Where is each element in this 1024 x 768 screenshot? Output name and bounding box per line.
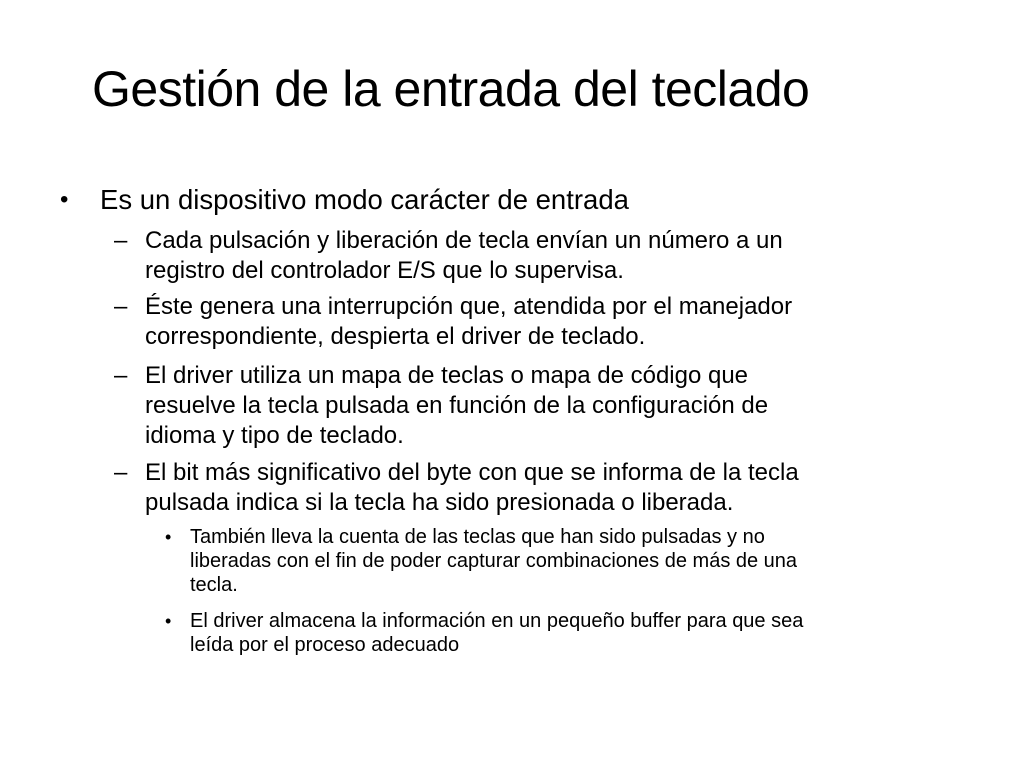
sub-bullet-marker: – <box>114 227 128 254</box>
sub-sub-bullet-marker: • <box>165 611 172 631</box>
bullet-text: Es un dispositivo modo carácter de entrada <box>100 184 629 215</box>
sub-sub-bullet-text: También lleva la cuenta de las teclas que han sido pulsadas y no <box>190 526 765 548</box>
sub-bullet-marker: – <box>114 293 128 320</box>
sub-sub-bullet-text: tecla. <box>190 574 238 596</box>
sub-bullet-text: idioma y tipo de teclado. <box>145 422 404 449</box>
sub-bullet-text: El driver utiliza un mapa de teclas o mapa de código que <box>145 362 749 389</box>
sub-bullet-marker: – <box>114 362 128 389</box>
sub-sub-bullet-text: liberadas con el fin de poder capturar combinaciones de más de una <box>190 550 798 572</box>
sub-bullet-text: El bit más significativo del byte con que se informa de la tecla <box>145 459 799 486</box>
sub-bullet-text: Éste genera una interrupción que, atendida por el manejador <box>145 293 793 320</box>
sub-bullet-text: Cada pulsación y liberación de tecla envían un número a un <box>145 227 783 254</box>
sub-sub-bullet-text: El driver almacena la información en un pequeño buffer para que sea <box>190 610 804 632</box>
sub-bullet-text: correspondiente, despierta el driver de teclado. <box>145 323 646 350</box>
sub-bullet-text: registro del controlador E/S que lo supervisa. <box>145 257 624 284</box>
sub-sub-bullet-marker: • <box>165 527 172 547</box>
sub-bullet-marker: – <box>114 459 128 486</box>
sub-bullet-text: resuelve la tecla pulsada en función de la configuración de <box>145 392 769 419</box>
bullet-marker: • <box>60 186 69 213</box>
sub-bullet-text: pulsada indica si la tecla ha sido presionada o liberada. <box>145 489 734 516</box>
sub-sub-bullet-text: leída por el proceso adecuado <box>190 634 460 656</box>
slide-title: Gestión de la entrada del teclado <box>92 61 810 117</box>
